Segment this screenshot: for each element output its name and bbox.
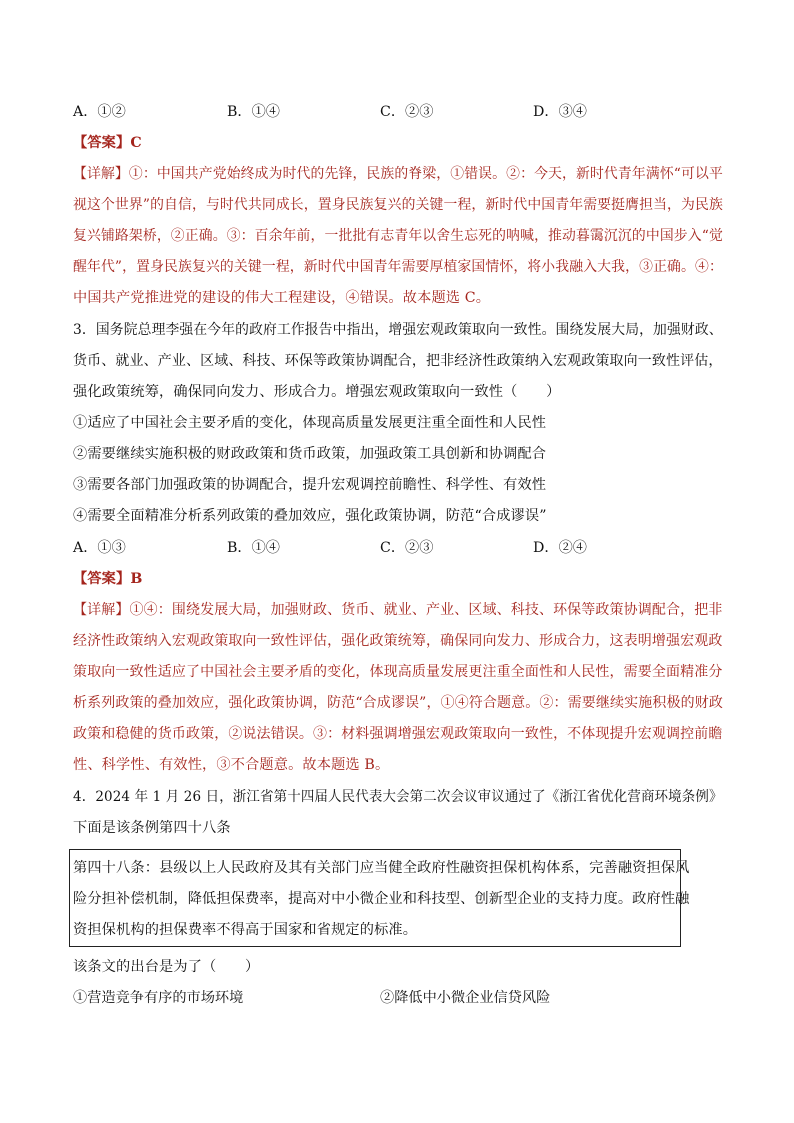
- q3-answer: 【答案】B: [73, 571, 143, 587]
- q2-answer: 【答案】C: [73, 135, 142, 151]
- q3-item: ③需要各部门加强政策的协调配合，提升宏观调控前瞻性、科学性、有效性: [73, 477, 547, 493]
- q3-option-b: B．①④: [227, 540, 280, 556]
- article-text-line: 资担保机构的担保费率不得高于国家和省规定的标准。: [73, 922, 418, 938]
- q2-explain-line: 【详解】①：中国共产党始终成为时代的先锋，民族的脊梁，①错误。②：今天，新时代青年满怀“可以平: [73, 166, 723, 182]
- q3-option-c: C．②③: [380, 540, 434, 556]
- q3-option-a: A．①③: [73, 540, 126, 556]
- q3-option-d: D．②④: [533, 540, 587, 556]
- q2-explain-line: 视这个世界”的自信，与时代共同成长，置身民族复兴的关键一程，新时代中国青年需要挺膺担当，为民族: [73, 197, 723, 213]
- q2-option-b: B．①④: [227, 104, 280, 120]
- q4-question: 该条文的出台是为了（ ）: [73, 959, 260, 975]
- article-text-line: 第四十八条：县级以上人民政府及其有关部门应当健全政府性融资担保机构体系，完善融资担保风: [73, 860, 690, 876]
- q3-explain-line: 经济性政策纳入宏观政策取向一致性评估，强化政策统筹，确保同向发力、形成合力，这表明增强宏观政: [73, 633, 723, 649]
- q3-item: ①适应了中国社会主要矛盾的变化，体现高质量发展更注重全面性和人民性: [73, 415, 547, 431]
- q3-explain-line: 性、科学性、有效性，③不合题意。故本题选 B。: [73, 757, 390, 773]
- article-text-line: 险分担补偿机制，降低担保费率，提高对中小微企业和科技型、创新型企业的支持力度。政府性融: [73, 891, 690, 907]
- q3-explain-line: 析系列政策的叠加效应，强化政策协调，防范“合成谬误”，①④符合题意。②：需要继续实施积极的财政: [73, 695, 723, 711]
- q2-option-c: C．②③: [380, 104, 434, 120]
- q3-stem-line: 3．国务院总理李强在今年的政府工作报告中指出，增强宏观政策取向一致性。围绕发展大局，加强财政、: [73, 322, 723, 338]
- q2-option-a: A．①②: [73, 104, 126, 120]
- q2-explain-line: 醒年代”，置身民族复兴的关键一程，新时代中国青年需要厚植家国情怀，将小我融入大我，③正确。④：: [73, 259, 723, 275]
- q2-option-d: D．③④: [533, 104, 587, 120]
- q4-item: ①营造竞争有序的市场环境: [73, 990, 244, 1006]
- q3-explain-line: 政策和稳健的货币政策，②说法错误。③：材料强调增强宏观政策取向一致性，不体现提升宏观调控前瞻: [73, 726, 723, 742]
- q4-item: ②降低中小微企业信贷风险: [380, 990, 551, 1006]
- q3-stem-line: 货币、就业、产业、区域、科技、环保等政策协调配合，把非经济性政策纳入宏观政策取向一致性评估，: [73, 353, 723, 369]
- q3-item: ②需要继续实施积极的财政政策和货币政策，加强政策工具创新和协调配合: [73, 446, 547, 462]
- q2-explain-line: 复兴铺路架桥，②正确。③：百余年前，一批批有志青年以舍生忘死的呐喊，推动暮霭沉沉的中国步入“觉: [73, 228, 723, 244]
- q3-stem-line: 强化政策统筹，确保同向发力、形成合力。增强宏观政策取向一致性（ ）: [73, 384, 561, 400]
- q3-item: ④需要全面精准分析系列政策的叠加效应，强化政策协调，防范“合成谬误”: [73, 508, 547, 524]
- q4-stem-line: 4．2024 年 1 月 26 日，浙江省第十四届人民代表大会第二次会议审议通过了《浙江省优化营商环境条例》: [73, 789, 723, 805]
- q3-explain-line: 【详解】①④：围绕发展大局，加强财政、货币、就业、产业、区域、科技、环保等政策协调配合，把非: [73, 602, 723, 618]
- q3-explain-line: 策取向一致性适应了中国社会主要矛盾的变化，体现高质量发展更注重全面性和人民性，需要全面精准分: [73, 664, 723, 680]
- q2-explain-line: 中国共产党推进党的建设的伟大工程建设，④错误。故本题选 C。: [73, 290, 491, 306]
- q4-stem-line: 下面是该条例第四十八条: [73, 820, 231, 836]
